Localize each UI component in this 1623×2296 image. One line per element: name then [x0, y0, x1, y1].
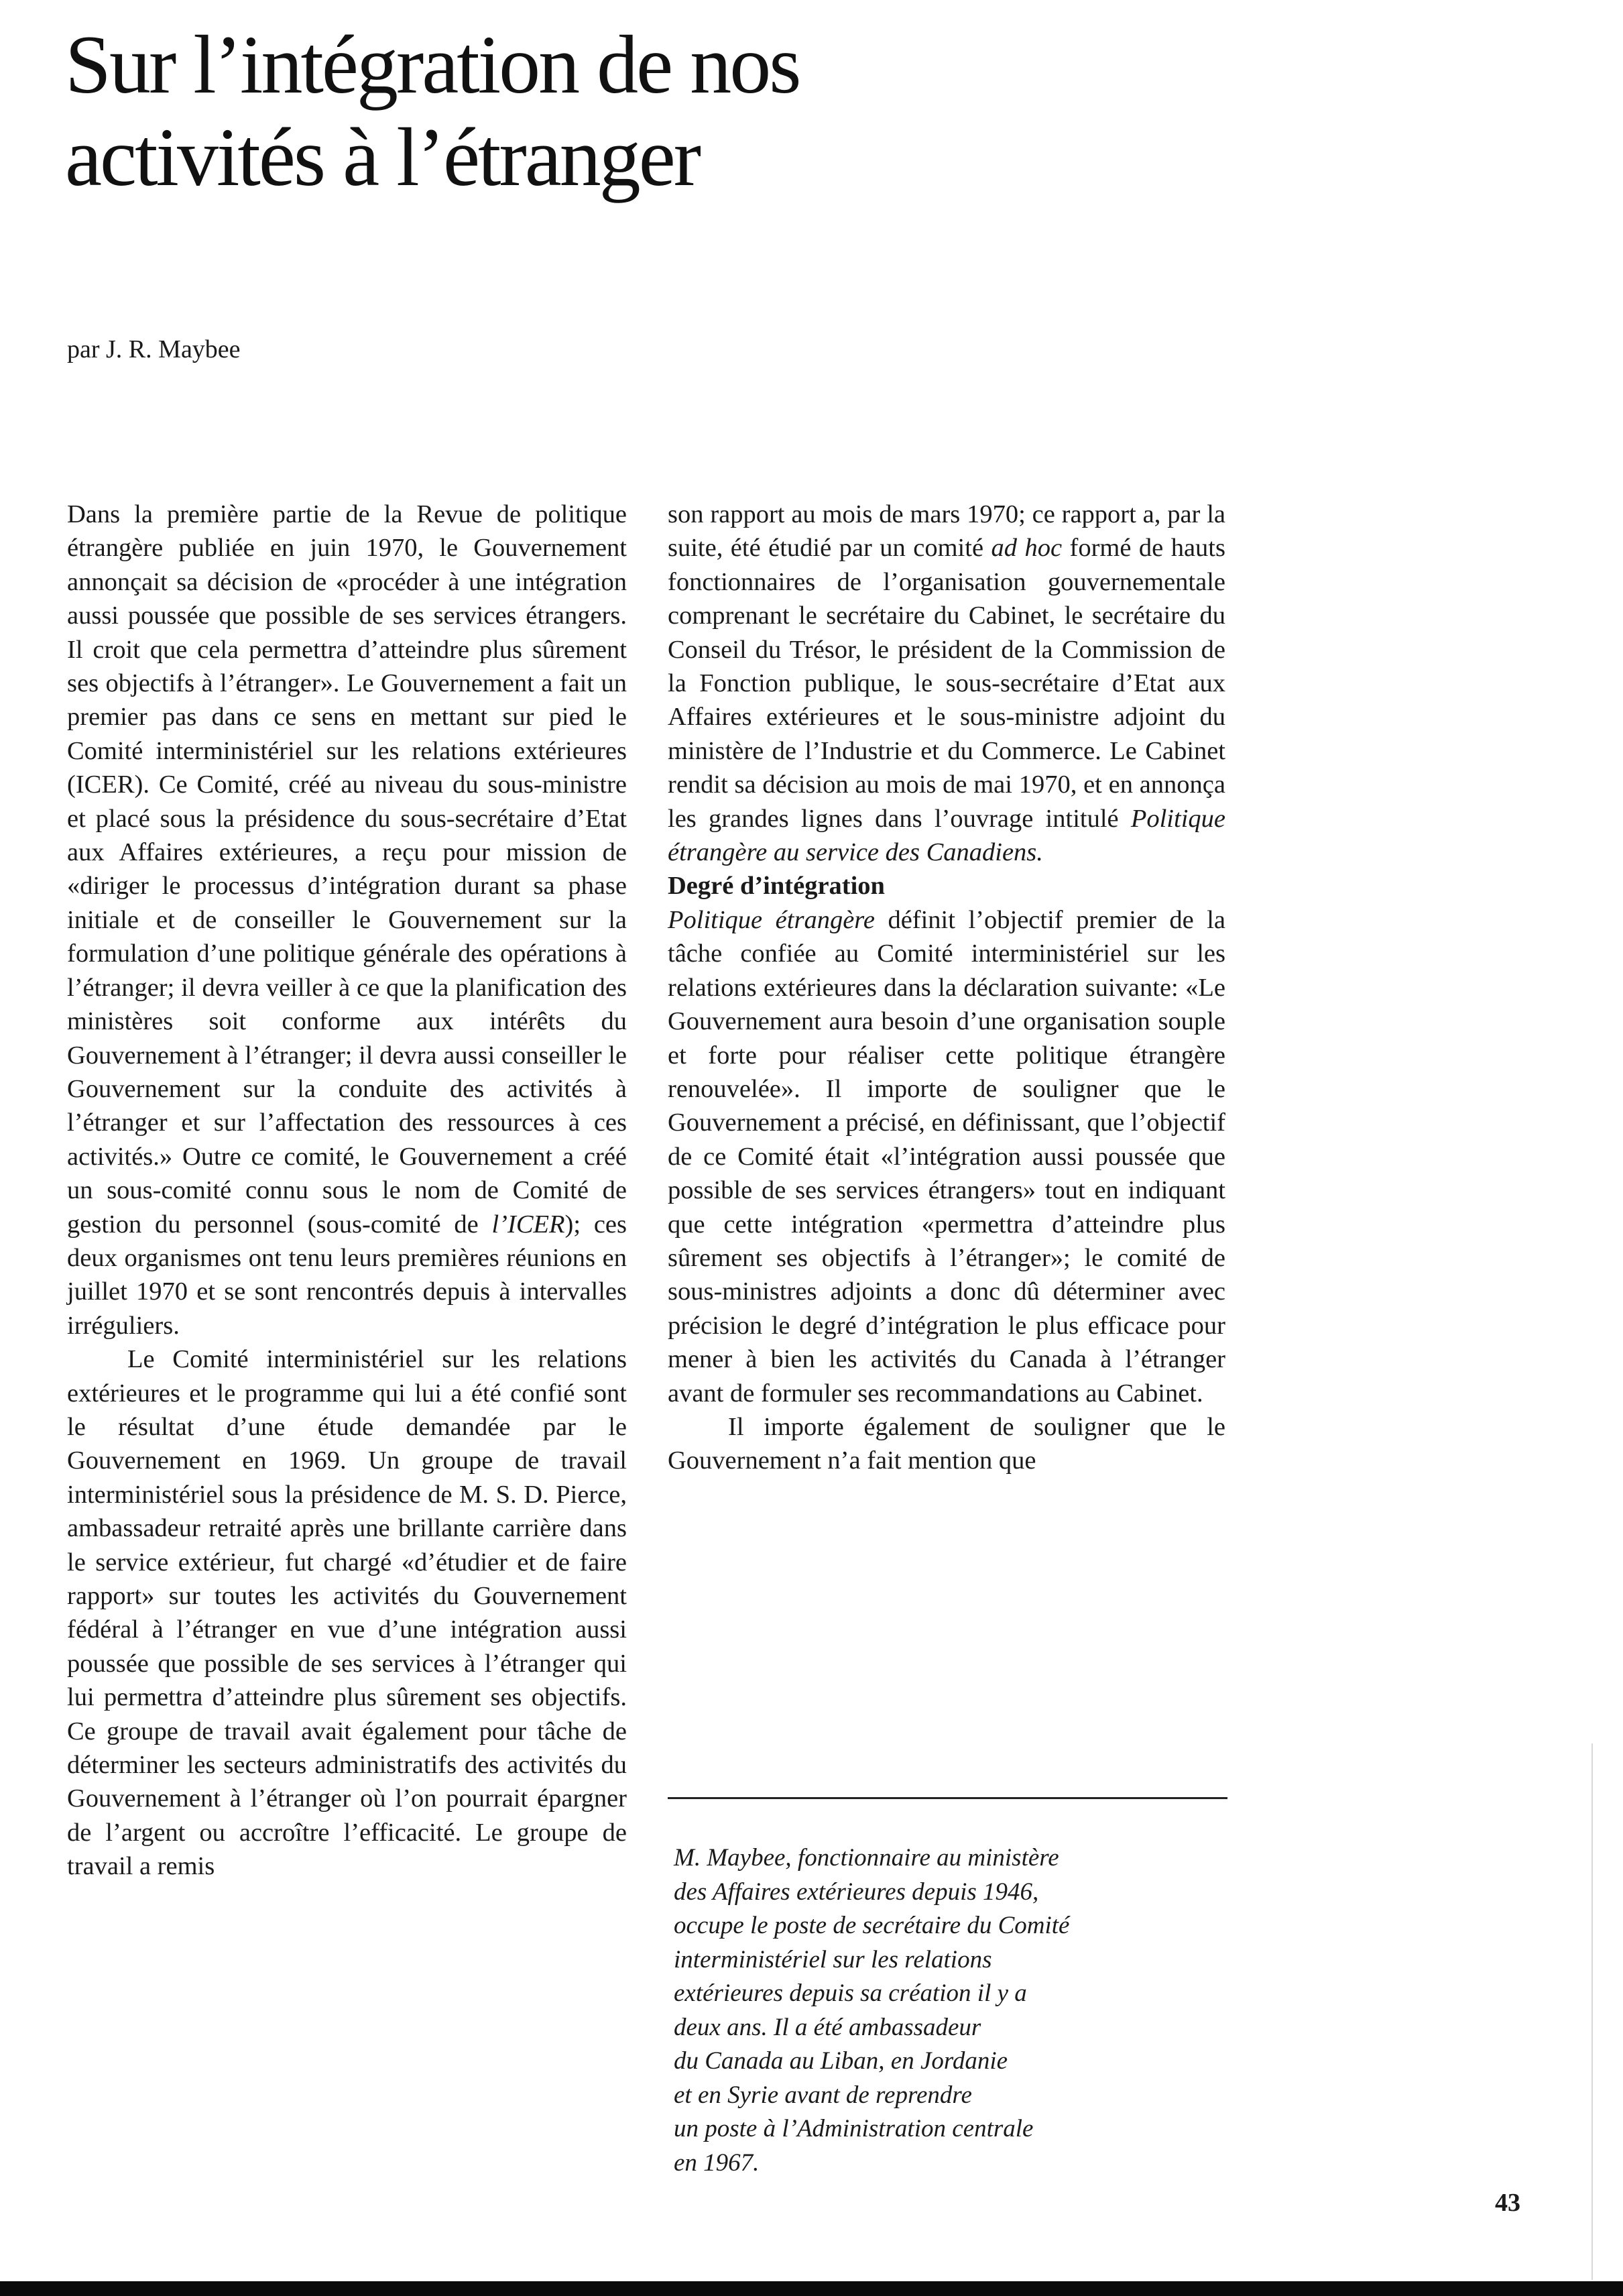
footnote-divider [668, 1797, 1227, 1799]
left-paragraph-1-end: ); ces deux organismes ont tenu leurs premières réunions en juillet 1970 et se sont rencontrés depuis à intervalles irréguliers. [67, 1210, 627, 1340]
book-title-reference: Politique étrangère au service des Canadiens. [668, 804, 1225, 867]
footnote-line: du Canada au Liban, en Jordanie [674, 2047, 1008, 2075]
right-paragraph-3: Il importe également de souligner que le Gouvernement n’a fait mention que [668, 1412, 1225, 1475]
right-paragraph-2-text: définit l’objectif premier de la tâche confiée au Comité interministériel sur les relations extérieures dans la déclaration suivante: «Le Gouvernement aura besoin d’une organisation souple et forte pour réaliser cette politique étrangère renouvelée». Il importe de souligner que le Gouvernement a précisé, en définissant, que l’objectif de ce Comité était «l’intégration aussi poussée que possible de ses services étrangers» tout en indiquant que cette intégration «permettra d’atteindre plus sûrement ses objectifs à l’étranger»; le comité de sous-ministres adjoints a donc dû déterminer avec précision le degré d’intégration le plus efficace pour mener à bien les activités du Canada à l’étranger avant de formuler ses recommandations au Cabinet. [668, 905, 1226, 1408]
footnote-line: et en Syrie avant de reprendre [674, 2081, 972, 2109]
footnote-line: en 1967. [674, 2148, 760, 2177]
right-paragraph-1 [668, 498, 1225, 869]
article-title [65, 19, 1071, 204]
footnote-line: occupe le poste de secrétaire du Comité [674, 1912, 1070, 1939]
author-byline: par J. R. Maybee [67, 335, 241, 363]
left-paragraph-1-text: Dans la première partie de la Revue de politique étrangère publiée en juin 1970, le Gouvernement annonçait sa décision de «procéder à une intégration aussi poussée que possible de ses services étrangers. Il croit que cela permettra d’atteindre plus sûrement ses objectifs à l’étranger». Le Gouvernement a fait un premier pas dans ce sens en mettant sur pied le Comité interministériel sur les relations extérieures (ICER). Ce Comité, créé au niveau du sous-ministre et placé sous la présidence du sous-secrétaire d’Etat aux Affaires extérieures, a reçu pour mission de «diriger le processus d’intégration durant sa phase initiale et de conseiller le Gouvernement sur la formulation d’une politique générale des opérations à l’étranger; il devra veiller à ce que la planification des ministères soit conforme aux intérêts du Gouvernement à l’étranger; il devra aussi conseiller le Gouvernement sur la conduite des activités à l’étranger et sur l’affectation des ressources à ces activités.» Outre ce comité, le Gouvernement a créé un sous-comité connu sous le nom de Comité de gestion du personnel (sous-comité de [67, 500, 627, 1239]
left-paragraph-1 [67, 498, 627, 1342]
title-line-2: activités à l’étranger [65, 111, 700, 203]
section-heading: Degré d’intégration [668, 872, 885, 901]
right-paragraph-1-text-a: son rapport au mois de mars 1970; ce rapport a, par la suite, été étudié par un comité [668, 500, 1225, 563]
left-paragraph-2: Le Comité interministériel sur les relations extérieures et le programme qui lui a été confié sont le résultat d’une étude demandée par le Gouvernement en 1969. Un groupe de travail interministériel sous la présidence de M. S. D. Pierce, ambassadeur retraité après une brillante carrière dans le service extérieur, fut chargé «d’étudier et de faire rapport» sur toutes les activités du Gouvernement fédéral à l’étranger en vue d’une intégration aussi poussée que possible de ses services à l’étranger qui lui permettra d’atteindre plus sûrement ses objectifs. Ce groupe de travail avait également pour tâche de déterminer les secteurs administratifs des activités du Gouvernement à l’étranger où l’on pourrait épargner de l’argent ou accroître l’efficacité. Le groupe de travail a remis [67, 1345, 627, 1881]
footnote-line: extérieures depuis sa création il y a [674, 1979, 1027, 2007]
page-number: 43 [1495, 2189, 1520, 2217]
footnote-line: interministériel sur les relations [674, 1945, 992, 1973]
footnote-line: deux ans. Il a été ambassadeur [674, 2013, 981, 2041]
footnote-line: M. Maybee, fonctionnaire au ministère [674, 1844, 1059, 1872]
right-column [668, 498, 1225, 1478]
ad-hoc-term: ad hoc [991, 534, 1063, 563]
right-paragraph-1-text-b: formé de hauts fonctionnaires de l’organisation gouvernementale comprenant le secrétaire du Cabinet, le secrétaire du Conseil du Trésor, le président de la Commission de la Fonction publique, le sous-secrétaire d’Etat aux Affaires extérieures et le sous-ministre adjoint du ministère de l’Industrie et du Commerce. Le Cabinet rendit sa décision au mois de mai 1970, et en annonça les grandes lignes dans l’ouvrage intitulé [668, 534, 1225, 833]
scan-edge-line [1591, 1743, 1593, 2280]
author-footnote [674, 1841, 1223, 2180]
right-paragraph-2 [668, 903, 1225, 1410]
icer-abbreviation: l’ICER [491, 1210, 565, 1239]
book-title-short: Politique étrangère [668, 905, 875, 934]
footnote-line: un poste à l’Administration centrale [674, 2115, 1034, 2142]
scan-bottom-edge [0, 2281, 1623, 2296]
footnote-line: des Affaires extérieures depuis 1946, [674, 1878, 1039, 1906]
left-column [67, 498, 627, 1884]
title-line-1: Sur l’intégration de nos [65, 19, 800, 111]
